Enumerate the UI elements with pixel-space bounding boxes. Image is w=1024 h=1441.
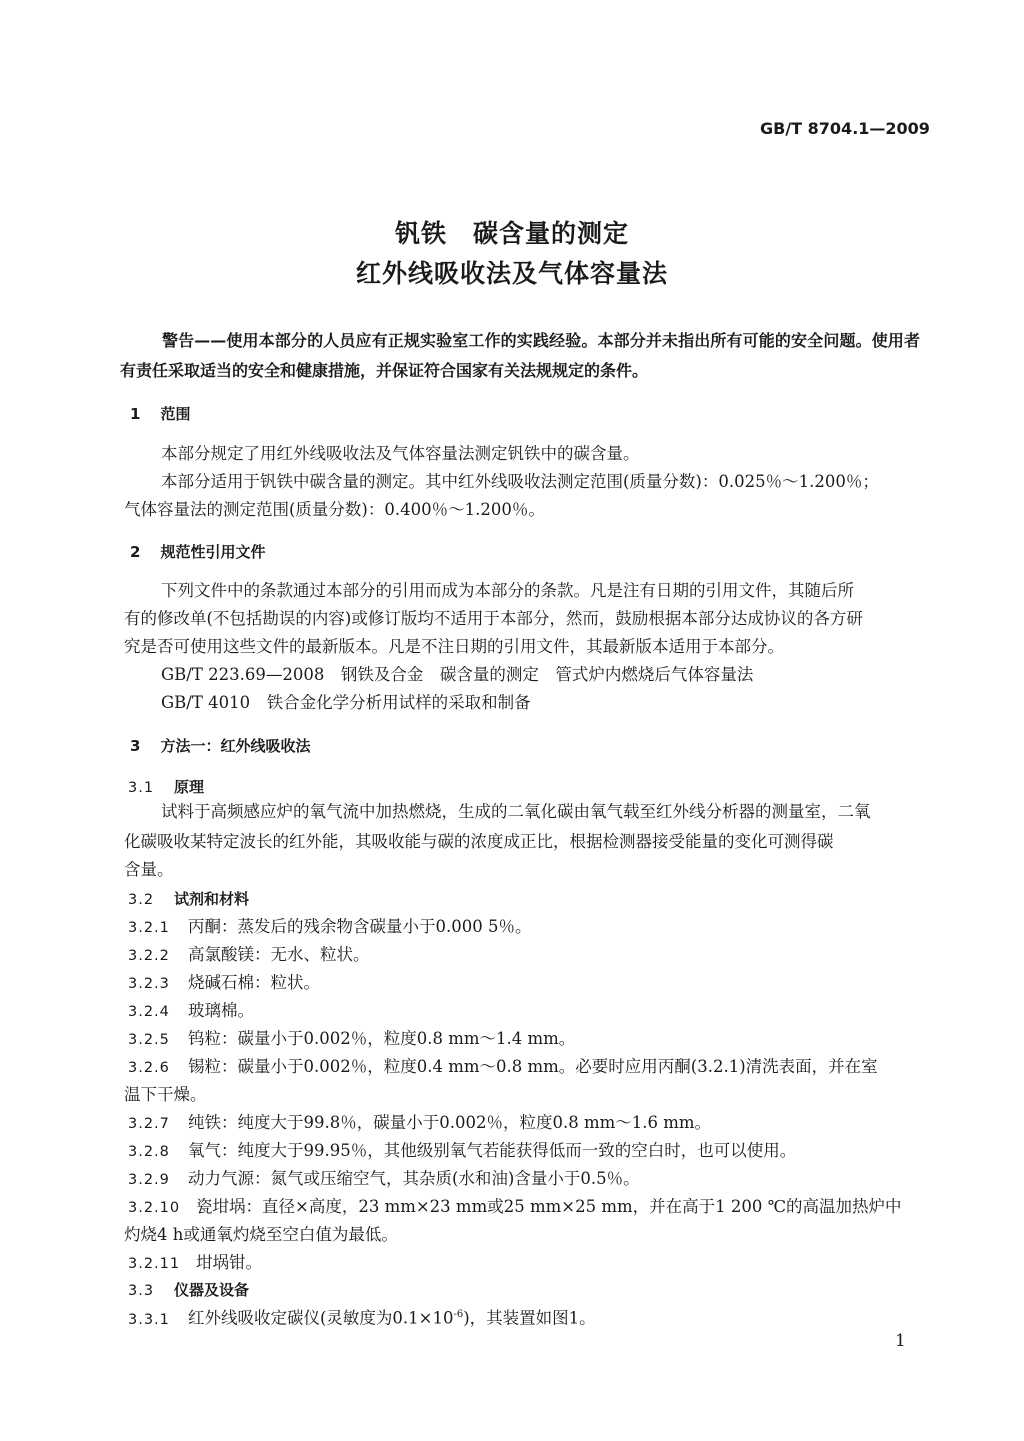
list-item xyxy=(128,969,320,998)
title-line-2: 红外线吸收法及气体容量法 xyxy=(355,259,668,288)
section-3-1-line-1: 试料于高频感应炉的氧气流中加热燃烧，生成的二氧化碳由氧气载至红外线分析器的测量室，二氧 xyxy=(161,802,871,821)
item-number: 3.2.4 xyxy=(128,1004,170,1020)
item-number: 3.2.9 xyxy=(128,1172,170,1188)
section-1-para-2-line-1: 本部分适用于钒铁中碳含量的测定。其中红外线吸收法测定范围(质量分数)：0.025％～1.200％； xyxy=(161,472,879,491)
title-line-1: 钒铁 碳含量的测定 xyxy=(394,219,629,248)
section-1-para-1: 本部分规定了用红外线吸收法及气体容量法测定钒铁中的碳含量。 xyxy=(161,444,640,463)
section-3-2-title: 试剂和材料 xyxy=(174,890,250,908)
section-1-number: 1 xyxy=(130,405,141,423)
normative-reference-1: GB/T 223.69—2008 钢铁及合金 碳含量的测定 管式炉内燃烧后气体容量法 xyxy=(161,665,754,684)
item-number: 3.2.8 xyxy=(128,1144,170,1160)
item-number: 3.2.3 xyxy=(128,976,170,992)
list-item xyxy=(128,1301,596,1334)
list-item xyxy=(128,913,531,942)
list-item xyxy=(128,1109,711,1138)
item-text: 锡粒：碳量小于0.002％，粒度0.4 mm～0.8 mm。必要时应用丙酮(3.2.1)清洗表面，并在室 xyxy=(188,1057,878,1076)
list-item xyxy=(128,1053,878,1082)
section-3-number: 3 xyxy=(130,737,141,755)
item-number: 3.2.11 xyxy=(128,1256,181,1272)
list-item xyxy=(128,1165,640,1194)
warning-paragraph: 警告——使用本部分的人员应有正规实验室工作的实践经验。本部分并未指出所有可能的安全问题。使用者有责任采取适当的安全和健康措施，并保证符合国家有关法规规定的条件。 xyxy=(120,331,920,380)
item-text: 动力气源：氮气或压缩空气，其杂质(水和油)含量小于0.5％。 xyxy=(188,1169,640,1188)
section-3-1-line-3: 含量。 xyxy=(124,860,174,879)
page-number: 1 xyxy=(895,1331,906,1351)
section-3-1-line-2: 化碳吸收某特定波长的红外能，其吸收能与碳的浓度成正比，根据检测器接受能量的变化可测得碳 xyxy=(124,832,834,851)
section-3-2-number: 3.2 xyxy=(128,892,155,908)
item-number: 3.3.1 xyxy=(128,1311,170,1328)
section-1-title: 范围 xyxy=(160,405,191,423)
item-text: 高氯酸镁：无水、粒状。 xyxy=(188,945,370,964)
section-2-para-line-2: 有的修改单(不包括勘误的内容)或修订版均不适用于本部分，然而，鼓励根据本部分达成协议的各方研 xyxy=(124,609,863,628)
section-3-3-number: 3.3 xyxy=(128,1283,155,1299)
section-3-1-number: 3.1 xyxy=(128,780,155,796)
item-number: 3.2.6 xyxy=(128,1060,170,1076)
item-text-after: )，其装置如图1。 xyxy=(463,1308,596,1328)
list-item xyxy=(128,941,370,970)
item-number: 3.2.2 xyxy=(128,948,170,964)
item-number: 3.2.5 xyxy=(128,1032,170,1048)
section-3-2-heading xyxy=(128,888,249,909)
list-item xyxy=(128,1193,902,1222)
section-3-1-heading xyxy=(128,776,204,797)
list-item-continuation: 温下干燥。 xyxy=(124,1085,207,1104)
section-2-heading xyxy=(130,541,265,562)
item-text: 烧碱石棉：粒状。 xyxy=(188,973,320,992)
section-3-3-heading xyxy=(128,1279,249,1300)
section-2-title: 规范性引用文件 xyxy=(160,543,266,561)
section-1-heading xyxy=(130,403,190,424)
section-3-title: 方法一：红外线吸收法 xyxy=(160,737,311,755)
normative-reference-2: GB/T 4010 铁合金化学分析用试样的采取和制备 xyxy=(161,693,531,712)
item-number: 3.2.1 xyxy=(128,920,170,936)
item-text: 瓷坩埚：直径×高度，23 mm×23 mm或25 mm×25 mm，并在高于1 200 ℃的高温加热炉中 xyxy=(196,1197,902,1216)
item-text: 氧气：纯度大于99.95％，其他级别氧气若能获得低而一致的空白时，也可以使用。 xyxy=(188,1141,797,1160)
item-number: 3.2.7 xyxy=(128,1116,170,1132)
item-text: 坩埚钳。 xyxy=(196,1253,262,1272)
item-text: 丙酮：蒸发后的残余物含碳量小于0.000 5％。 xyxy=(188,917,532,936)
item-text: 钨粒：碳量小于0.002％，粒度0.8 mm～1.4 mm。 xyxy=(188,1029,576,1048)
section-2-para-line-1: 下列文件中的条款通过本部分的引用而成为本部分的条款。凡是注有日期的引用文件，其随后所 xyxy=(161,581,854,600)
section-3-heading xyxy=(130,735,310,756)
item-superscript: -6 xyxy=(453,1309,464,1320)
list-item xyxy=(128,997,254,1026)
item-text-before: 红外线吸收定碳仪(灵敏度为0.1×10 xyxy=(188,1308,454,1328)
item-text: 玻璃棉。 xyxy=(188,1001,254,1020)
list-item xyxy=(128,1249,262,1278)
list-item-continuation: 灼烧4 h或通氧灼烧至空白值为最低。 xyxy=(124,1225,398,1244)
section-3-1-title: 原理 xyxy=(174,778,205,796)
list-item xyxy=(128,1137,796,1166)
item-text: 纯铁：纯度大于99.8％，碳量小于0.002％，粒度0.8 mm～1.6 mm。 xyxy=(188,1113,712,1132)
item-number: 3.2.10 xyxy=(128,1200,181,1216)
section-3-3-title: 仪器及设备 xyxy=(174,1281,250,1299)
section-2-number: 2 xyxy=(130,543,141,561)
list-item xyxy=(128,1025,575,1054)
standard-code: GB/T 8704.1—2009 xyxy=(760,119,930,138)
section-1-para-2-line-2: 气体容量法的测定范围(质量分数)：0.400％～1.200％。 xyxy=(124,500,545,519)
section-2-para-line-3: 究是否可使用这些文件的最新版本。凡是不注日期的引用文件，其最新版本适用于本部分。 xyxy=(124,637,784,656)
